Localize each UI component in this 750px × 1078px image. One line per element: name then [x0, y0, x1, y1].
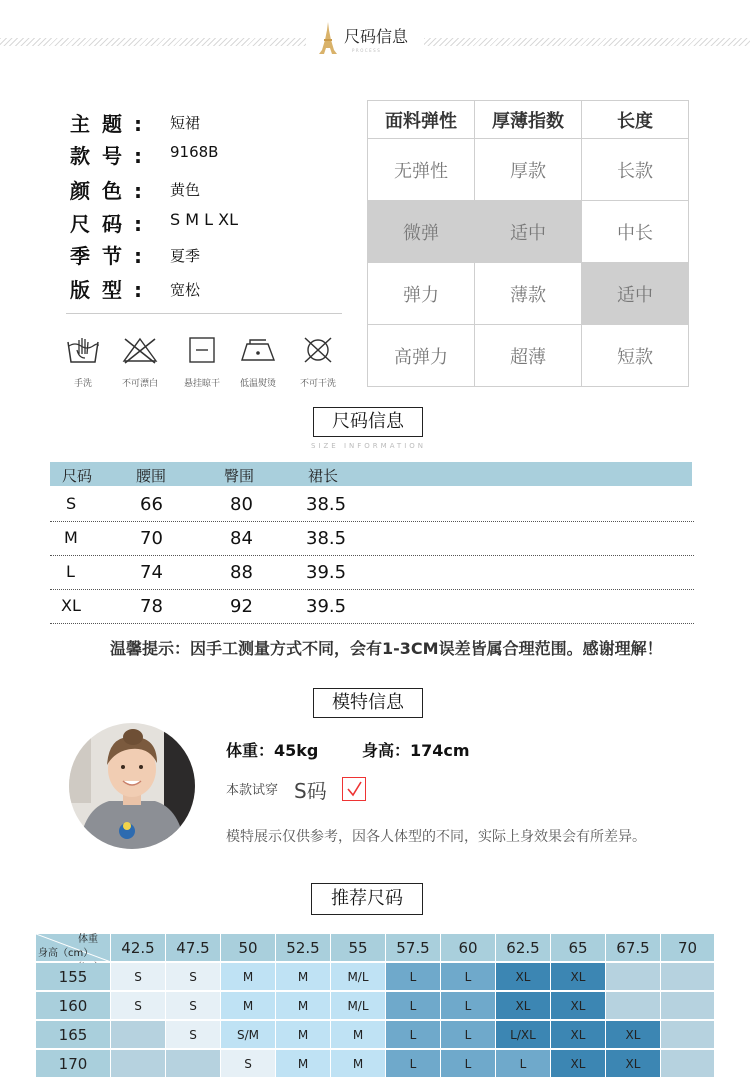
fabric-row [368, 139, 689, 201]
recommend-cell: M [276, 992, 331, 1020]
recommend-cell: S [221, 1050, 276, 1078]
size-cell: S [66, 494, 77, 513]
spec-divider [66, 313, 342, 314]
size-cell: 38.5 [306, 494, 347, 515]
recommend-cell [111, 1050, 166, 1078]
fabric-cell: 超薄 [475, 325, 582, 387]
eiffel-tower-icon [318, 22, 338, 54]
fabric-row [368, 325, 689, 387]
recommend-cell: M [331, 1021, 386, 1049]
model-note: 模特展示仅供参考，因各人体型的不同，实际上身效果会有所差异。 [226, 829, 646, 845]
care-low-iron [236, 336, 280, 389]
recommend-cell [111, 1021, 166, 1049]
care-no-dry-clean [296, 336, 340, 389]
fabric-cell: 中长 [582, 201, 689, 263]
spec-value: 短裙 [170, 114, 201, 132]
fabric-cell-selected: 微弹 [368, 201, 475, 263]
recommend-cell [661, 963, 715, 991]
size-cell: 38.5 [306, 528, 347, 549]
hand-wash-icon [65, 336, 101, 364]
recommend-cell: XL [496, 963, 551, 991]
recommend-cell: M [331, 1050, 386, 1078]
size-cell: 84 [230, 528, 253, 549]
care-label: 悬挂晾干 [183, 379, 220, 389]
recommend-cell: L [386, 1021, 441, 1049]
recommend-cell: M/L [331, 963, 386, 991]
recommend-cell: S [166, 963, 221, 991]
weight-header: 65 [551, 934, 606, 962]
recommend-cell [606, 992, 661, 1020]
fabric-row [368, 263, 689, 325]
recommend-cell: L [441, 1021, 496, 1049]
model-section-title: 模特信息 [313, 688, 423, 718]
height-label: 155 [36, 963, 111, 991]
weight-header: 50 [221, 934, 276, 962]
corner-height-label: 身高（cm） [38, 948, 94, 959]
recommend-cell: XL [606, 1050, 661, 1078]
recommend-cell: XL [551, 992, 606, 1020]
size-cell: 39.5 [306, 596, 347, 617]
banner-stripe-left [0, 38, 306, 46]
weight-header: 57.5 [386, 934, 441, 962]
weight-header: 42.5 [111, 934, 166, 962]
recommend-cell: XL [606, 1021, 661, 1049]
fabric-cell-selected: 适中 [582, 263, 689, 325]
size-table-row [50, 589, 694, 624]
care-label: 手洗 [73, 379, 92, 389]
recommend-cell: M/L [331, 992, 386, 1020]
fabric-table [367, 100, 689, 387]
recommend-cell: XL [551, 1050, 606, 1078]
weight-header: 52.5 [276, 934, 331, 962]
size-section-title: 尺码信息 [313, 407, 423, 437]
care-label: 低温熨烫 [239, 379, 276, 389]
model-avatar [69, 723, 195, 849]
size-header-cell: 臀围 [224, 467, 255, 485]
fabric-cell-selected: 适中 [475, 201, 582, 263]
fabric-header: 面料弹性 [368, 101, 475, 139]
fabric-header: 厚薄指数 [475, 101, 582, 139]
weight-header: 70 [661, 934, 715, 962]
size-header-cell: 尺码 [62, 467, 93, 485]
recommend-cell: L [386, 1050, 441, 1078]
measurement-tip: 温馨提示：因手工测量方式不同，会有1-3CM误差皆属合理范围。感谢理解！ [110, 639, 663, 658]
fabric-cell: 无弹性 [368, 139, 475, 201]
recommend-cell: L [441, 1050, 496, 1078]
recommend-corner [36, 934, 111, 962]
spec-value: 9168B [170, 143, 219, 161]
recommend-cell: M [276, 963, 331, 991]
size-section-subtitle: SIZE INFORMATION [311, 442, 427, 450]
recommend-cell: L [441, 963, 496, 991]
care-hang-dry [180, 336, 224, 389]
size-cell: 39.5 [306, 562, 347, 583]
spec-row-theme: 主题: [70, 112, 154, 136]
recommend-cell: XL [551, 1021, 606, 1049]
size-cell: 66 [140, 494, 163, 515]
banner-stripe-right [424, 38, 750, 46]
recommend-cell: L [386, 992, 441, 1020]
recommend-cell [606, 963, 661, 991]
model-height: 身高：174cm [362, 741, 470, 760]
check-icon [342, 777, 366, 801]
spec-row-fit: 版型: [70, 278, 154, 302]
fabric-cell: 厚款 [475, 139, 582, 201]
size-cell: 88 [230, 562, 253, 583]
recommend-cell [166, 1050, 221, 1078]
spec-label: 颜色 [70, 179, 134, 203]
recommend-cell: S [111, 963, 166, 991]
model-try-size: S码 [294, 779, 327, 803]
spec-row-size: 尺码: [70, 212, 154, 236]
spec-row-color: 颜色: [70, 179, 154, 203]
height-label: 165 [36, 1021, 111, 1049]
care-label: 不可漂白 [121, 379, 158, 389]
size-cell: 74 [140, 562, 163, 583]
banner-subtitle: PROCESS [352, 48, 382, 53]
no-dry-clean-icon [301, 336, 335, 364]
fabric-row [368, 201, 689, 263]
fabric-header: 长度 [582, 101, 689, 139]
size-cell: L [66, 562, 75, 581]
spec-value: 黄色 [170, 181, 201, 199]
hang-dry-icon [187, 336, 217, 364]
size-cell: 70 [140, 528, 163, 549]
size-cell: 92 [230, 596, 253, 617]
recommend-cell: M [276, 1050, 331, 1078]
weight-header: 60 [441, 934, 496, 962]
recommend-cell: L [386, 963, 441, 991]
low-iron-icon [238, 336, 278, 364]
weight-header: 67.5 [606, 934, 661, 962]
size-table-row [50, 521, 694, 556]
model-photo [69, 723, 195, 849]
fabric-cell: 长款 [582, 139, 689, 201]
recommend-cell: XL [551, 963, 606, 991]
recommend-cell: S/M [221, 1021, 276, 1049]
spec-label: 主题 [70, 112, 134, 136]
fabric-cell: 高弹力 [368, 325, 475, 387]
weight-header: 62.5 [496, 934, 551, 962]
recommend-cell: XL [496, 992, 551, 1020]
recommend-cell [661, 992, 715, 1020]
recommend-cell: S [111, 992, 166, 1020]
size-table-header [50, 462, 692, 486]
spec-value: S M L XL [170, 210, 239, 229]
recommend-cell: L [496, 1050, 551, 1078]
recommend-cell [661, 1050, 715, 1078]
fabric-cell: 短款 [582, 325, 689, 387]
model-weight: 体重：45kg [226, 741, 319, 760]
recommend-cell: M [221, 963, 276, 991]
spec-value: 夏季 [170, 247, 201, 265]
banner-title: 尺码信息 [344, 27, 409, 46]
size-cell: XL [61, 596, 81, 615]
size-cell: M [64, 528, 78, 547]
care-label: 不可干洗 [299, 379, 336, 389]
size-table-row [50, 555, 694, 590]
recommend-cell: L [441, 992, 496, 1020]
care-no-bleach [118, 336, 162, 389]
recommend-cell: M [276, 1021, 331, 1049]
height-label: 170 [36, 1050, 111, 1078]
spec-row-season: 季节: [70, 244, 154, 268]
height-label: 160 [36, 992, 111, 1020]
weight-header: 55 [331, 934, 386, 962]
model-try-label: 本款试穿 [226, 783, 279, 798]
corner-weight-label: 体重 [78, 934, 98, 945]
size-header-cell: 裙长 [308, 467, 339, 485]
recommend-section-title: 推荐尺码 [311, 883, 423, 915]
size-cell: 80 [230, 494, 253, 515]
size-header-cell: 腰围 [136, 467, 167, 485]
spec-row-style-no: 款号: [70, 144, 154, 168]
care-hand-wash [61, 336, 105, 389]
recommend-cell: S [166, 992, 221, 1020]
fabric-cell: 薄款 [475, 263, 582, 325]
spec-label: 款号 [70, 144, 134, 168]
fabric-header-row [368, 101, 689, 139]
recommend-cell: S [166, 1021, 221, 1049]
weight-header: 47.5 [166, 934, 221, 962]
recommend-cell [661, 1021, 715, 1049]
recommend-cell: L/XL [496, 1021, 551, 1049]
spec-value: 宽松 [170, 281, 201, 299]
no-bleach-icon [121, 336, 159, 364]
spec-label: 季节 [70, 244, 134, 268]
spec-label: 版型 [70, 278, 134, 302]
fabric-cell: 弹力 [368, 263, 475, 325]
size-cell: 78 [140, 596, 163, 617]
recommend-cell: M [221, 992, 276, 1020]
size-table-row [50, 487, 694, 522]
spec-label: 尺码 [70, 212, 134, 236]
